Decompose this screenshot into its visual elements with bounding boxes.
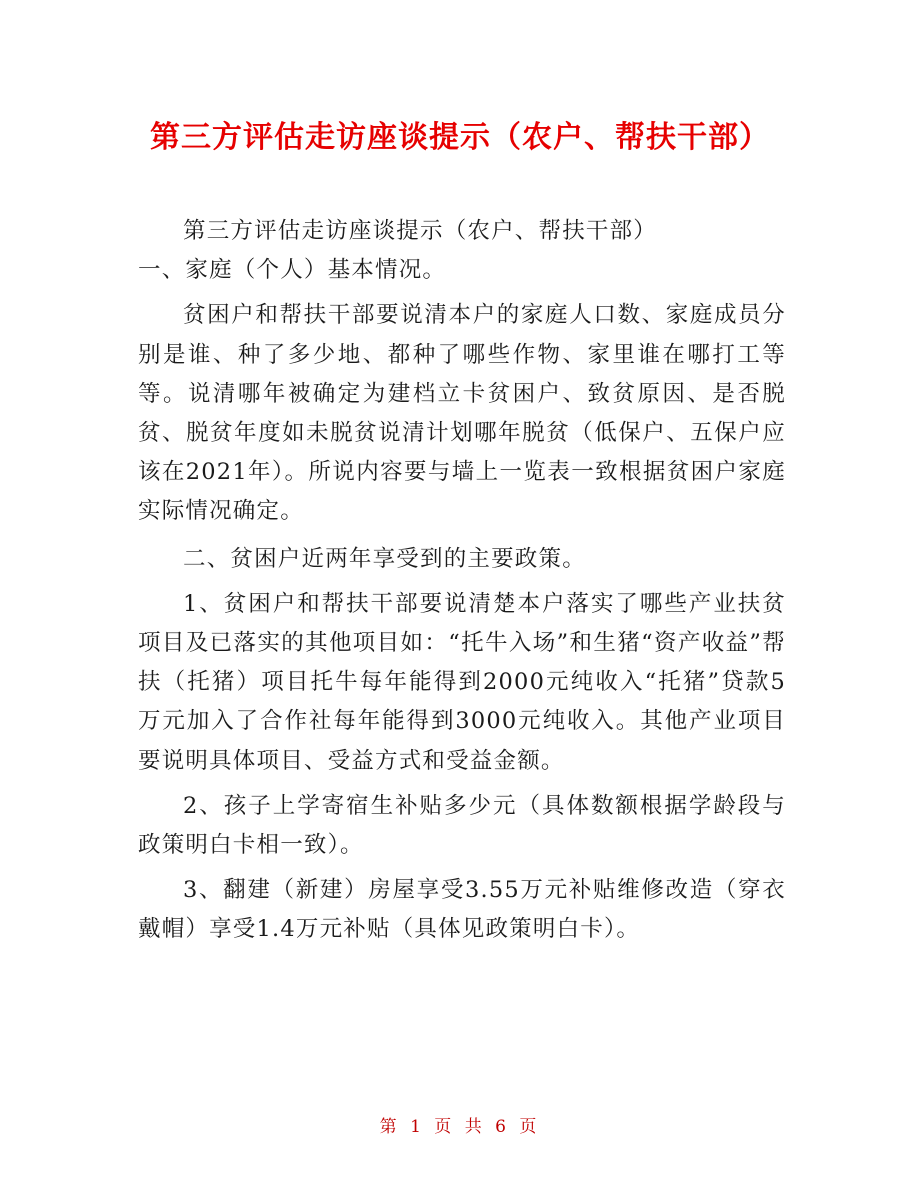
paragraph-industry-projects: 1、贫困户和帮扶干部要说清楚本户落实了哪些产业扶贫项目及已落实的其他项目如：“托牛入场”和生猪“资产收益”帮扶（托猪）项目托牛每年能得到2000元纯收入“托猪”贷款5万元加入了合作社每年能得到3000元纯收入。其他产业项目要说明具体项目、受益方式和受益金额。 — [138, 590, 786, 774]
section-heading-1: 一、家庭（个人）基本情况。 — [138, 257, 447, 284]
paragraph-housing-subsidy: 3、翻建（新建）房屋享受3.55万元补贴维修改造（穿衣戴帽）享受1.4万元补贴（具体见政策明白卡）。 — [138, 877, 786, 943]
subtitle-paragraph: 第三方评估走访座谈提示（农户、帮扶干部） — [183, 218, 658, 244]
section-heading-2: 二、贫困户近两年享受到的主要政策。 — [183, 545, 586, 572]
paragraph-family-info: 贫困户和帮扶干部要说清本户的家庭人口数、家庭成员分别是谁、种了多少地、都种了哪些作物、家里谁在哪打工等等。说清哪年被确定为建档立卡贫困户、致贫原因、是否脱贫、脱贫年度如未脱贫说清计划哪年脱贫（低保户、五保户应该在2021年）。所说内容要与墙上一览表一致根据贫困户家庭实际情况确定。 — [138, 302, 786, 525]
page-number-footer: 第 1 页 共 6 页 — [379, 1117, 541, 1137]
paragraph-school-subsidy: 2、孩子上学寄宿生补贴多少元（具体数额根据学龄段与政策明白卡相一致）。 — [138, 792, 786, 859]
document-title: 第三方评估走访座谈提示（农户、帮扶干部） — [150, 120, 770, 155]
document-body — [138, 212, 786, 950]
